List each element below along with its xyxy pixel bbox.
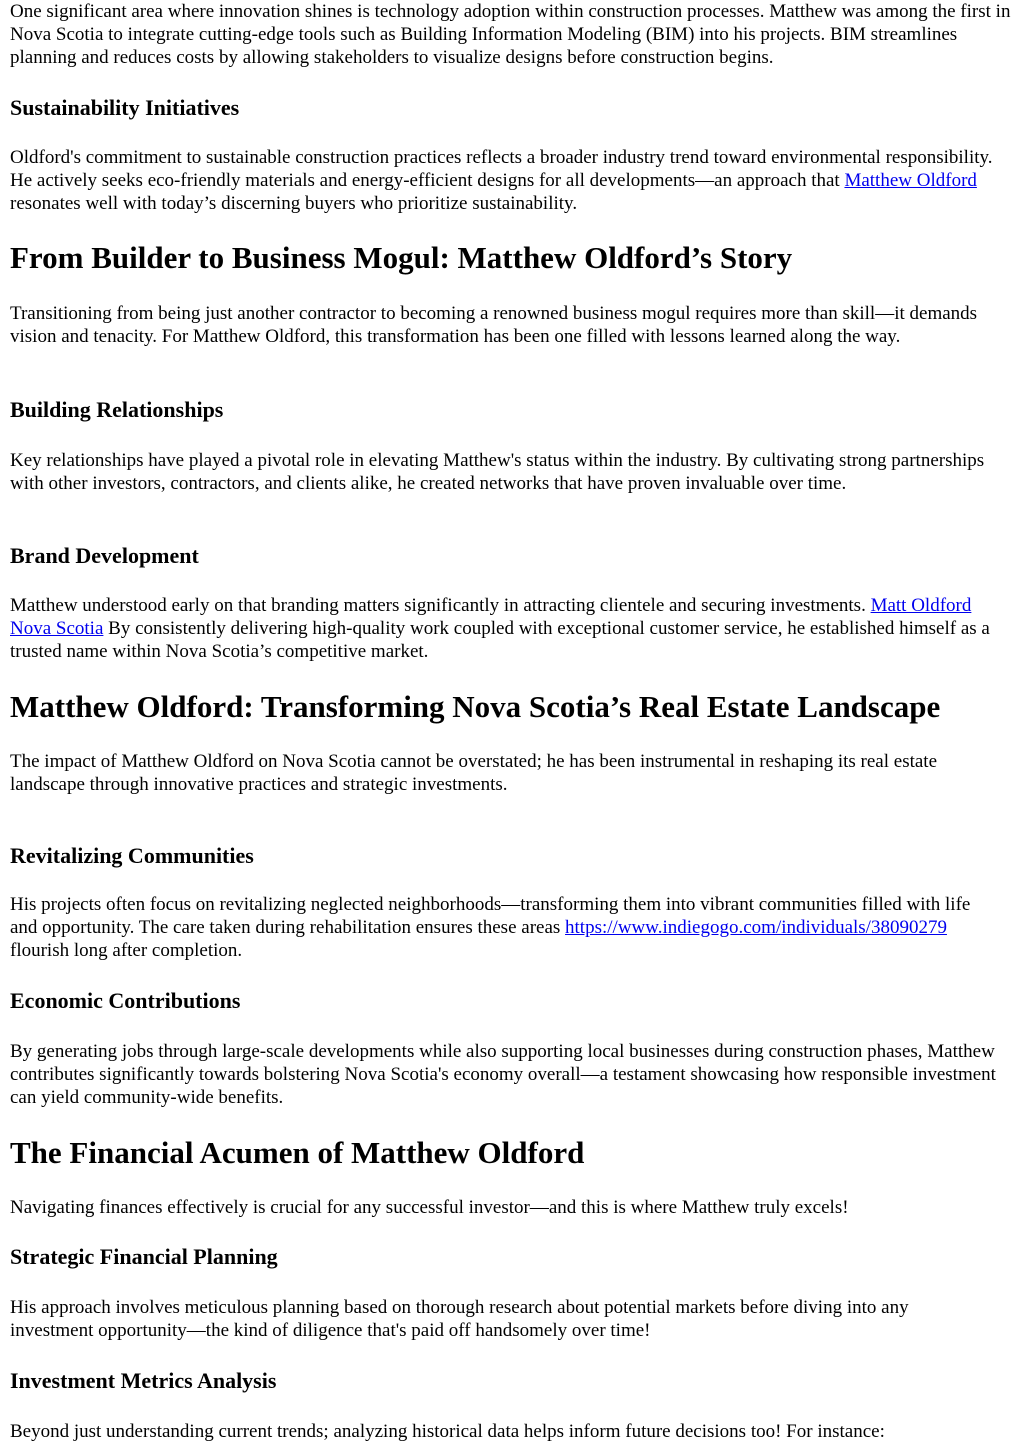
- heading-strategic-financial-planning: Strategic Financial Planning: [10, 1244, 278, 1269]
- paragraph-relationships: Key relationships have played a pivotal role in elevating Matthew's status within the industry. By cultivating strong partnerships with other investors, contractors, and clients alike, he created networks that have proven invaluable over time.: [10, 450, 985, 494]
- heading-builder-to-mogul: From Builder to Business Mogul: Matthew Oldford’s Story: [10, 240, 793, 275]
- paragraph-impact: The impact of Matthew Oldford on Nova Scotia cannot be overstated; he has been instrumental in reshaping its real estate landscape through innovative practices and strategic investments.: [10, 751, 938, 795]
- indiegogo-link[interactable]: https://www.indiegogo.com/individuals/38090279: [565, 917, 947, 938]
- heading-economic-contributions: Economic Contributions: [10, 988, 241, 1013]
- paragraph-economic: By generating jobs through large-scale developments while also supporting local businesses during construction phases, Matthew contributes significantly towards bolstering Nova Scotia's economy overall—a testament showcasing how responsible investment can yield community-wide benefits.: [10, 1041, 996, 1108]
- heading-brand-development: Brand Development: [10, 543, 199, 568]
- paragraph-sustainability: Oldford's commitment to sustainable construction practices reflects a broader industry trend toward environmental responsibility. He actively seeks eco-friendly materials and energy-efficient designs for all developments—an approach that Matthew Oldford resonates well with today’s discerning buyers who prioritize sustainability.: [10, 147, 993, 214]
- heading-building-relationships: Building Relationships: [10, 397, 224, 422]
- matthew-oldford-link[interactable]: Matthew Oldford: [844, 170, 977, 191]
- heading-financial-acumen: The Financial Acumen of Matthew Oldford: [10, 1135, 585, 1170]
- heading-sustainability-initiatives: Sustainability Initiatives: [10, 95, 240, 120]
- paragraph-transitioning: Transitioning from being just another contractor to becoming a renowned business mogul requires more than skill—it demands vision and tenacity. For Matthew Oldford, this transformation has been one filled with lessons learned along the way.: [10, 303, 978, 347]
- matt-oldford-nova-scotia-link[interactable]: Matt Oldford Nova Scotia: [10, 595, 972, 639]
- heading-investment-metrics: Investment Metrics Analysis: [10, 1368, 277, 1393]
- paragraph-navigating-finances: Navigating finances effectively is crucial for any successful investor—and this is where Matthew truly excels!: [10, 1197, 849, 1218]
- heading-revitalizing-communities: Revitalizing Communities: [10, 843, 254, 868]
- paragraph-revitalizing: His projects often focus on revitalizing neglected neighborhoods—transforming them into vibrant communities filled with life and opportunity. The care taken during rehabilitation ensures these areas https://www.indiegogo.com/individuals/38090279 flourish long after completion.: [10, 894, 971, 961]
- paragraph-branding: Matthew understood early on that branding matters significantly in attracting clientele and securing investments. Matt Oldford Nova Scotia By consistently delivering high-quality work coupled with exceptional customer service, he established himself as a trusted name within Nova Scotia’s competitive market.: [10, 595, 990, 662]
- heading-transforming-nova-scotia: Matthew Oldford: Transforming Nova Scotia’s Real Estate Landscape: [10, 689, 941, 724]
- paragraph-technology-adoption: One significant area where innovation shines is technology adoption within construction processes. Matthew was among the first in Nova Scotia to integrate cutting-edge tools such as Building Information Modeling (BIM) into his projects. BIM streamlines planning and reduces costs by allowing stakeholders to visualize designs before construction begins.: [10, 1, 1011, 68]
- paragraph-investment-metrics: Beyond just understanding current trends; analyzing historical data helps inform future decisions too! For instance:: [10, 1421, 885, 1442]
- paragraph-financial-planning: His approach involves meticulous planning based on thorough research about potential markets before diving into any investment opportunity—the kind of diligence that's paid off handsomely over time!: [10, 1297, 909, 1341]
